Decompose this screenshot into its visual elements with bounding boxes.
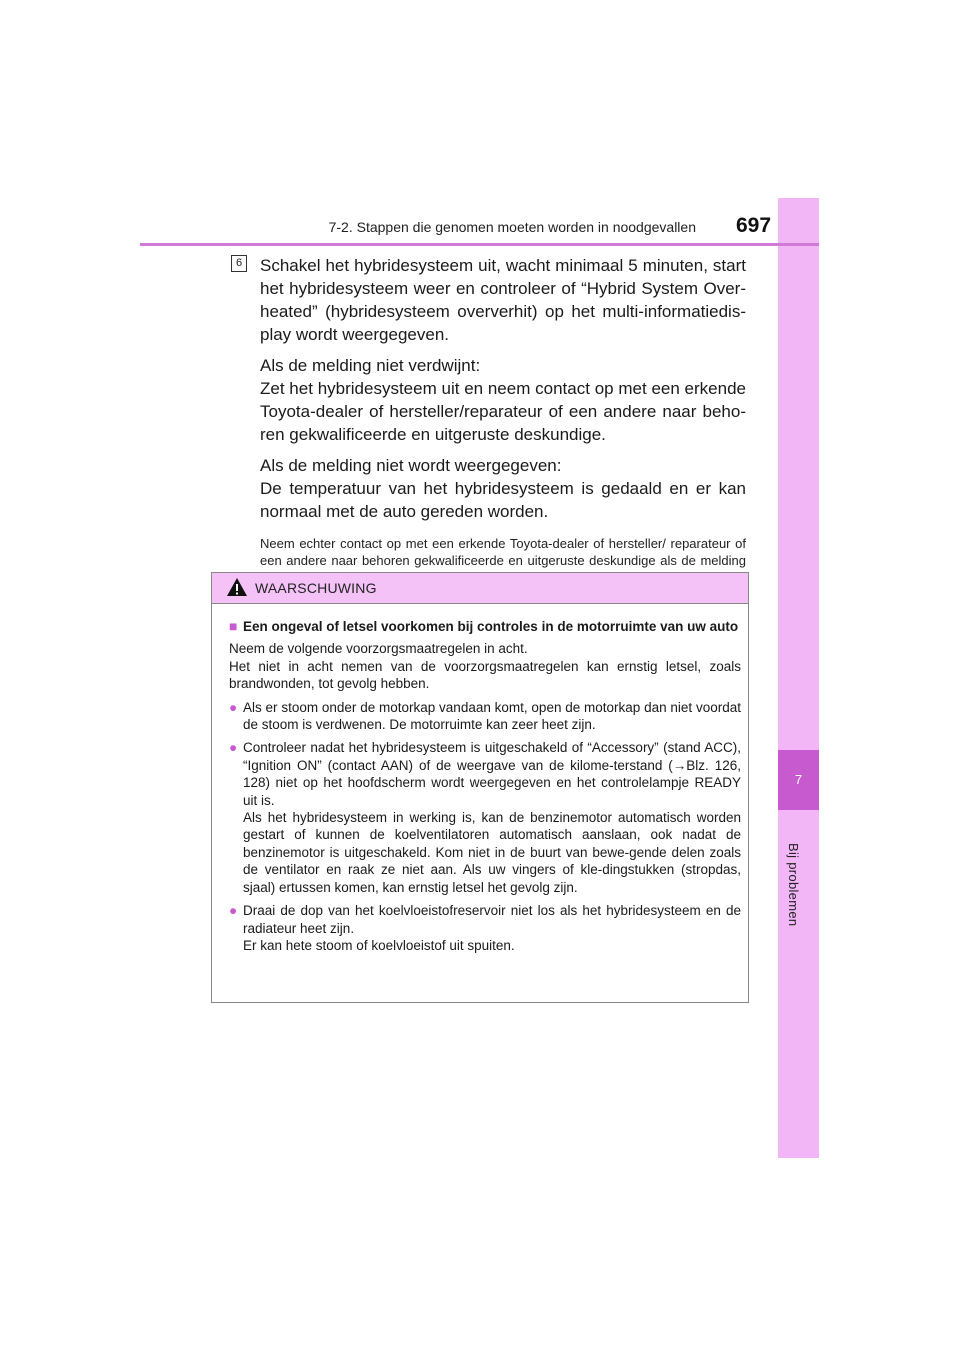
warning-intro: Neem de volgende voorzorgsmaatregelen in acht. [229,641,528,657]
section-title: 7-2. Stappen die genomen moeten worden in noodgevallen [328,219,696,235]
warning-bullet [229,699,741,734]
warning-triangle-icon [226,577,248,602]
bullet-dot-icon: ● [229,903,238,919]
bullet-text: Draai de dop van het koelvloeistofreservoir niet los als het hybridesysteem en de radiateur heet zijn. [243,903,741,936]
warning-body [212,604,748,954]
case-heading: Als de melding niet verdwijnt: [260,356,481,375]
warning-box [211,572,749,1003]
warning-bullet [229,902,741,954]
step-number-badge: 6 [231,255,247,272]
bullet-text: Als er stoom onder de motorkap vandaan komt, open de motorkap dan niet voordat de stoom is verdwenen. De motorruimte kan zeer heet zijn. [243,699,741,733]
step-content [260,254,746,586]
chapter-label: Bij problemen [786,843,801,927]
case-heading: Als de melding niet wordt weergegeven: [260,456,562,475]
case-text: Zet het hybridesysteem uit en neem contact op met een erkende Toyota-dealer of hersteller/reparateur of een andere naar beho-ren gekwalificeerde en uitgeruste deskundige. [260,379,746,444]
bullet-dot-icon: ● [229,699,238,715]
warning-title: WAARSCHUWING [255,580,377,596]
bullet-dot-icon: ● [229,740,238,756]
step-paragraph: Schakel het hybridesysteem uit, wacht minimaal 5 minuten, start het hybridesysteem weer en controleer of “Hybrid System Over-heated” (hybridesysteem oververhit) op het multi-informatiedis-play wordt weergegeven. [260,256,746,344]
bullet-text: Er kan hete stoom of koelvloeistof uit spuiten. [243,937,515,953]
warning-header [212,573,748,604]
warning-intro: Het niet in acht nemen van de voorzorgsmaatregelen kan ernstig letsel, zoals brandwonden, tot gevolg hebben. [229,658,741,692]
header-divider [140,243,819,246]
page-number: 697 [736,214,772,237]
bullet-text: Als het hybridesysteem in werking is, kan de benzinemotor automatisch worden gestart of kunnen de koelventilatoren automatisch aanslaan, ook nadat de benzinemotor is uitgeschakeld. Kom niet in de buurt van bewe-gende delen zoals de ventilator en raak ze niet aan. Als uw vingers of kle-dingstukken (stropdas, sjaal) ertussen komen, kan ernstig letsel het gevolg zijn. [243,810,741,895]
step-note: Neem echter contact op met een erkende Toyota-dealer of hersteller/ reparateur of een andere naar behoren gekwalificeerde en uitgeruste deskundige als de melding [260,536,746,568]
case-text: De temperatuur van het hybridesysteem is gedaald en er kan normaal met de auto gereden worden. [260,479,746,521]
chapter-number: 7 [778,750,819,810]
warning-lead [229,618,741,635]
square-bullet-icon: ■ [229,618,238,634]
chapter-side-tab [778,198,819,1158]
bullet-text: Controleer nadat het hybridesysteem is uitgeschakeld of “Accessory” (stand ACC), “Ignition ON” (contact AAN) of de weergave van de kilome-terstand (→Blz. 126, 128) niet op het hoofdscherm wordt weergegeven en het controlelampje READY uit is. [243,740,741,808]
warning-lead-text: Een ongeval of letsel voorkomen bij controles in de motorruimte van uw auto [243,619,739,634]
warning-bullet [229,739,741,896]
